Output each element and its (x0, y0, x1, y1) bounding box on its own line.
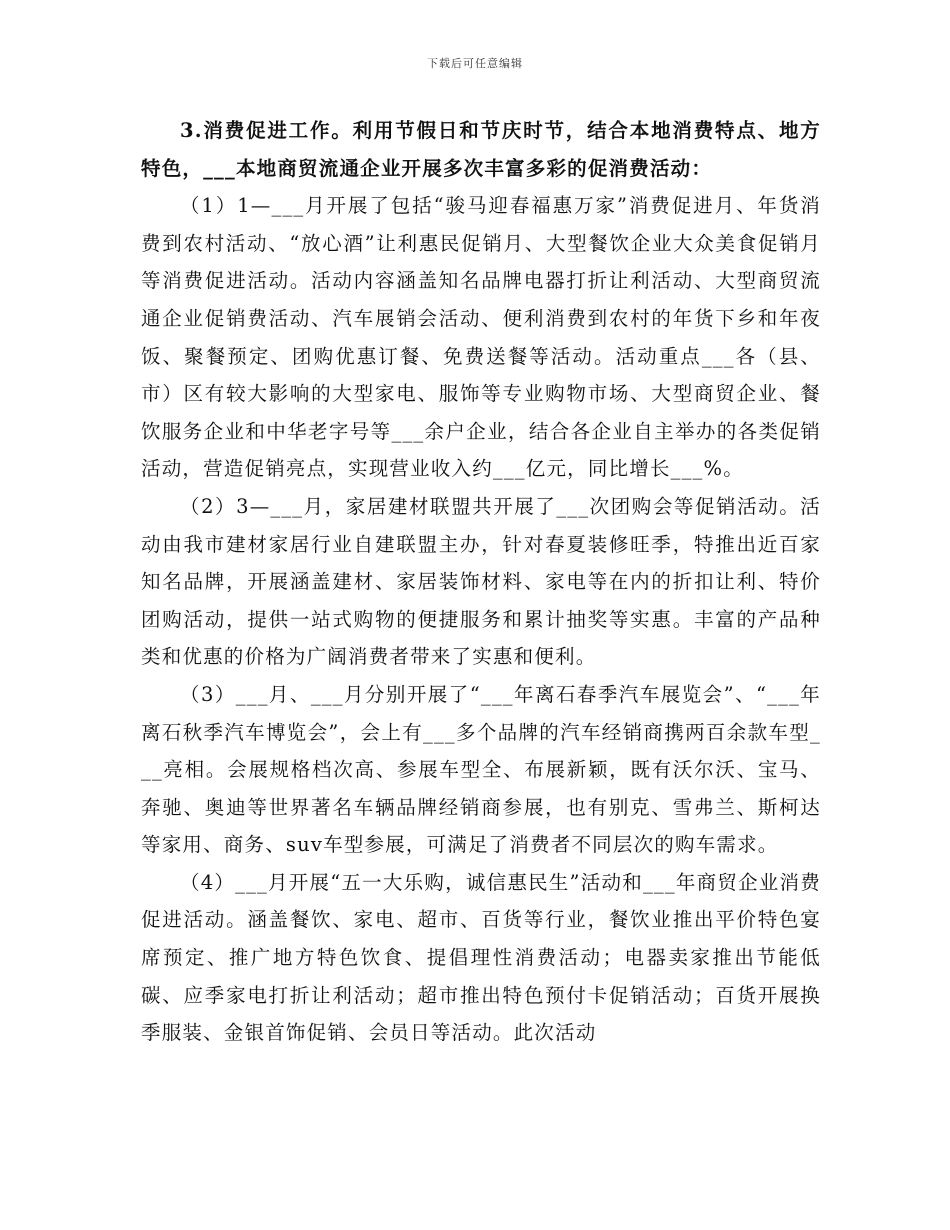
paragraph-item-2: （2）3—___月，家居建材联盟共开展了___次团购会等促销活动。活动由我市建材家居行业自建联盟主办，针对春夏装修旺季，特推出近百家知名品牌，开展涵盖建材、家居装饰材料、家电等在内的折扣让利、特价团购活动，提供一站式购物的便捷服务和累计抽奖等实惠。丰富的产品种类和优惠的价格为广阔消费者带来了实惠和便利。 (141, 494, 821, 669)
paragraph-item-3: （3）___月、___月分别开展了“___年离石春季汽车展览会”、“___年离石秋季汽车博览会”，会上有___多个品牌的汽车经销商携两百余款车型___亮相。会展规格档次高、参展车型全、布展新颖，既有沃尔沃、宝马、奔驰、奥迪等世界著名车辆品牌经销商参展，也有别克、雪弗兰、斯柯达等家用、商务、suv车型参展，可满足了消费者不同层次的购车需求。 (141, 682, 821, 857)
paragraph-item-4: （4）___月开展“五一大乐购，诚信惠民生”活动和___年商贸企业消费促进活动。涵盖餐饮、家电、超市、百货等行业，餐饮业推出平价特色宴席预定、推广地方特色饮食、提倡理性消费活动；电器卖家推出节能低碳、应季家电打折让利活动；超市推出特色预付卡促销活动；百货开展换季服装、金银首饰促销、会员日等活动。此次活动 (141, 870, 821, 1045)
header-note: 下载后可任意编辑 (427, 57, 523, 70)
section-heading-paragraph: 3.消费促进工作。利用节假日和节庆时节，结合本地消费特点、地方特色，___本地商贸流通企业开展多次丰富多彩的促消费活动： (141, 119, 821, 180)
paragraph-item-1: （1）1—___月开展了包括“骏马迎春福惠万家”消费促进月、年货消费到农村活动、“放心酒”让利惠民促销月、大型餐饮企业大众美食促销月等消费促进活动。活动内容涵盖知名品牌电器打折让利活动、大型商贸流通企业促销费活动、汽车展销会活动、便利消费到农村的年货下乡和年夜饭、聚餐预定、团购优惠订餐、免费送餐等活动。活动重点___各（县、市）区有较大影响的大型家电、服饰等专业购物市场、大型商贸企业、餐饮服务企业和中华老字号等___余户企业，结合各企业自主举办的各类促销活动，营造促销亮点，实现营业收入约___亿元，同比增长___%。 (141, 194, 821, 481)
document-body (141, 112, 821, 1052)
